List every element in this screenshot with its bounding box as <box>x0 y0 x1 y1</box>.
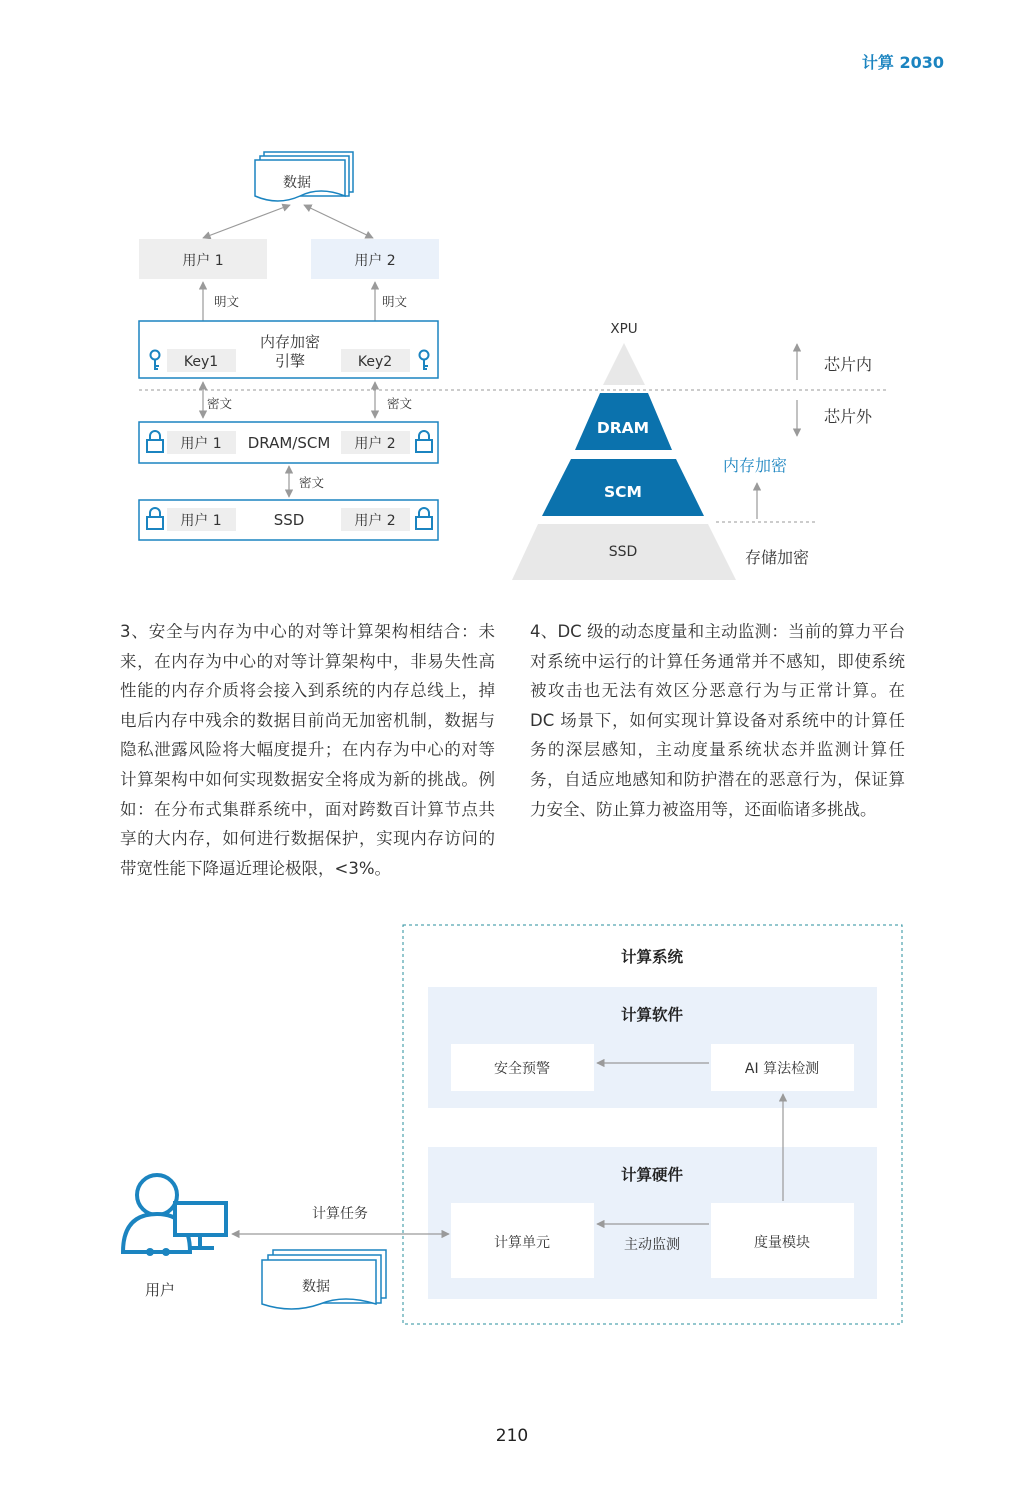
compute-unit-label: 计算单元 <box>494 1235 550 1251</box>
security-warning-label: 安全预警 <box>494 1061 550 1077</box>
page-number: 210 <box>495 1426 529 1446</box>
memory-encryption-label: 内存加密 <box>723 456 788 475</box>
compute-hardware-title: 计算硬件 <box>620 1166 684 1184</box>
paragraph-4: 4、DC 级的动态度量和主动监测：当前的算力平台对系统中运行的计算任务通常并不感知，即使系统被攻击也无法有效区分恶意行为与正常计算。在 DC 场景下，如何实现计算设备对系统中的计算任务的深层感知，主动度量系统状态并监测计算任务，自适应地感知和防护潜在的恶意行为，保证算力安全、防止算力被盗用等，还面临诸多挑战。 <box>530 622 905 819</box>
ssd-user1-label: 用户 1 <box>180 513 222 529</box>
measurement-module-label: 度量模块 <box>754 1235 810 1251</box>
compute-task-label: 计算任务 <box>312 1206 368 1222</box>
user1-label: 用户 1 <box>182 253 224 269</box>
ai-detection-label: AI 算法检测 <box>744 1061 820 1077</box>
compute-software-title: 计算软件 <box>620 1006 684 1024</box>
dram-scm-label: DRAM/SCM <box>247 434 331 452</box>
active-monitoring-label: 主动监测 <box>624 1237 680 1253</box>
dram-user1-label: 用户 1 <box>180 436 222 452</box>
plaintext-label-2: 明文 <box>382 294 408 309</box>
pyramid-xpu-label: XPU <box>610 321 638 337</box>
pyramid-xpu-layer <box>603 343 645 385</box>
running-header: 计算 2030 <box>861 53 944 72</box>
data-label: 数据 <box>283 175 311 191</box>
engine-label-line1: 内存加密 <box>259 333 321 351</box>
user2-label: 用户 2 <box>354 253 396 269</box>
engine-label-line2: 引擎 <box>274 352 306 370</box>
ciphertext-label-1: 密文 <box>207 396 233 411</box>
ciphertext-label-3: 密文 <box>299 475 325 490</box>
paragraph-3: 3、安全与内存为中心的对等计算架构相结合：未来，在内存为中心的对等计算架构中，非易失性高性能的内存介质将会接入到系统的内存总线上，掉电后内存中残余的数据目前尚无加密机制，数据与隐私泄露风险将大幅度提升；在内存为中心的对等计算架构中如何实现数据安全将成为新的挑战。例如：在分布式集群系统中，面对跨数百计算节点共享的大内存，如何进行数据保护，实现内存访问的带宽性能下降逼近理论极限，<3%。 <box>120 622 495 878</box>
on-chip-label: 芯片内 <box>824 355 873 374</box>
storage-encryption-label: 存储加密 <box>745 548 810 567</box>
user-label: 用户 <box>144 1281 176 1299</box>
key1-label: Key1 <box>183 354 219 370</box>
ssd-label: SSD <box>273 511 305 529</box>
ciphertext-label-2: 密文 <box>387 396 413 411</box>
compute-system-title: 计算系统 <box>620 948 684 966</box>
plaintext-label-1: 明文 <box>214 294 240 309</box>
ssd-user2-label: 用户 2 <box>354 513 396 529</box>
pyramid-dram-label: DRAM <box>596 419 650 437</box>
compute-system-diagram <box>0 900 1024 1340</box>
data-label-2: 数据 <box>302 1279 330 1295</box>
memory-encryption-diagram <box>0 0 1024 600</box>
pyramid-scm-label: SCM <box>604 483 642 501</box>
key2-label: Key2 <box>357 354 393 370</box>
pyramid-ssd-label: SSD <box>608 544 638 560</box>
off-chip-label: 芯片外 <box>824 407 873 426</box>
user-computer-icon <box>123 1175 226 1252</box>
dram-user2-label: 用户 2 <box>354 436 396 452</box>
